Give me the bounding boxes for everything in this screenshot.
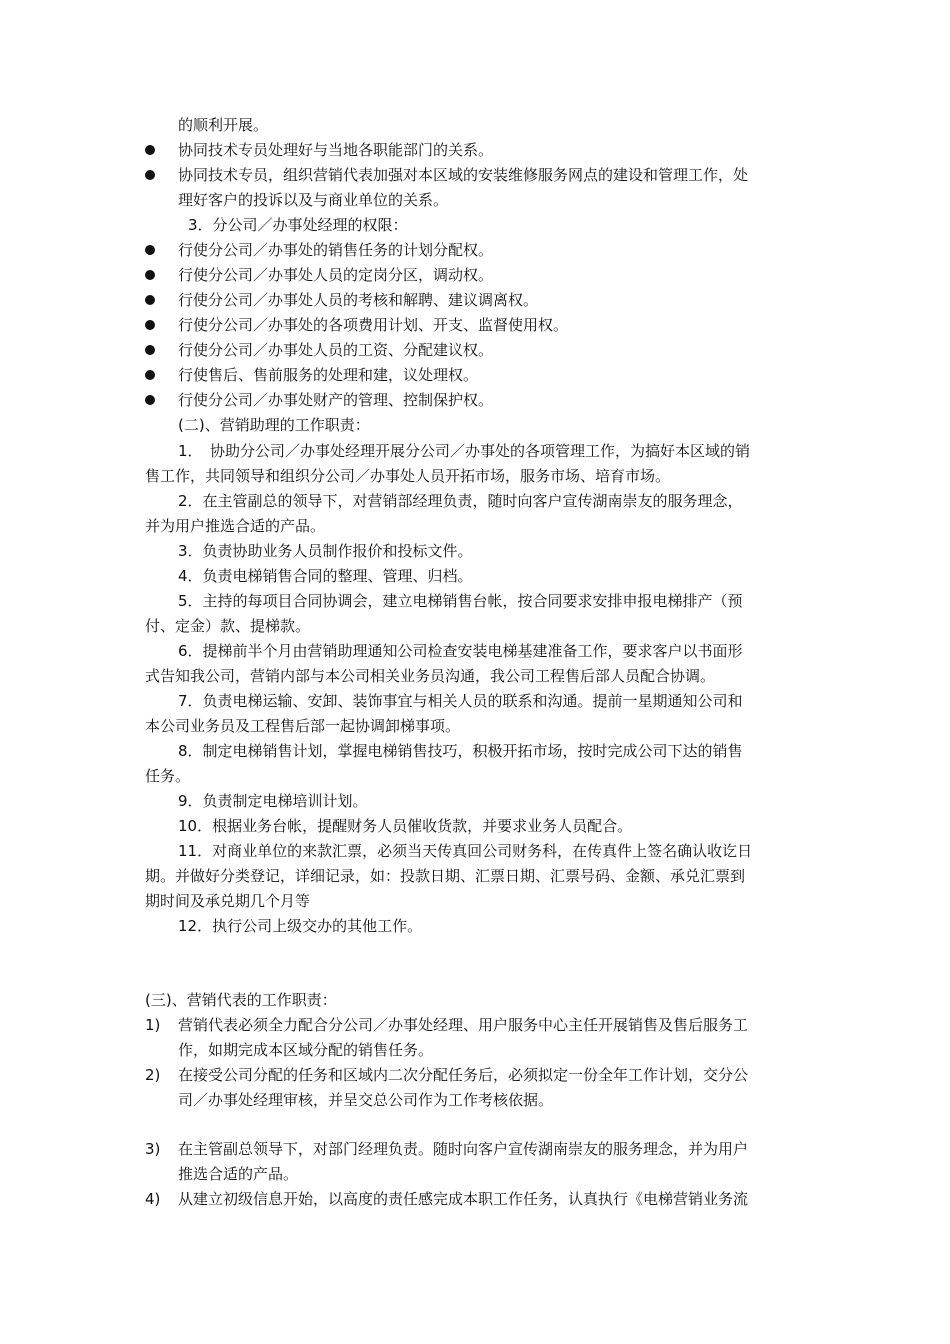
text-line: 行使分公司／办事处人员的考核和解聘、建议调离权。 [178,291,539,309]
text-line: 11．对商业单位的来款汇票，必须当天传真回公司财务科，在传真件上签名确认收讫日 [178,842,753,860]
text-line: 协同技术专员，组织营销代表加强对本区域的安装维修服务网点的建设和管理工作，处 [178,166,749,184]
list-marker: 3) [145,1140,161,1158]
text-line: 6．提梯前半个月由营销助理通知公司检查安装电梯基建准备工作，要求客户以书面形 [178,642,743,660]
bullet-icon [145,395,155,405]
text-line: 5．主持的每项目合同协调会，建立电梯销售台帐，按合同要求安排申报电梯排产（预 [178,592,743,610]
section-heading: 3．分公司／办事处经理的权限： [188,216,408,234]
text-line: 的顺利开展。 [178,116,269,134]
text-line: 营销代表必须全力配合分公司／办事处经理、用户服务中心主任开展销售及售后服务工 [178,1016,749,1034]
text-line: 4．负责电梯销售合同的整理、管理、归档。 [178,567,473,585]
bullet-icon [145,170,155,180]
text-line: 期时间及承兑期几个月等 [145,892,311,910]
bullet-icon [145,245,155,255]
bullet-icon [145,145,155,155]
list-marker: 4) [145,1190,161,1208]
list-marker: 2) [145,1066,161,1084]
text-line: 期。并做好分类登记，详细记录，如：投款日期、汇票日期、汇票号码、金额、承兑汇票到 [145,867,746,885]
bullet-icon [145,270,155,280]
text-line: 2．在主管副总的领导下，对营销部经理负责，随时向客户宣传湖南崇友的服务理念， [178,492,743,510]
text-line: 行使分公司／办事处人员的定岗分区，调动权。 [178,266,494,284]
text-line: 售工作，共同领导和组织分公司／办事处人员开拓市场，服务市场、培育市场。 [145,467,671,485]
text-line: 1． 协助分公司／办事处经理开展分公司／办事处的各项管理工作，为搞好本区域的销 [178,442,751,460]
text-line: 理好客户的投诉以及与商业单位的关系。 [178,191,449,209]
text-line: 行使分公司／办事处人员的工资、分配建议权。 [178,341,494,359]
list-marker: 1) [145,1016,161,1034]
section-heading: (二)、营销助理的工作职责： [178,416,370,434]
text-line: 行使分公司／办事处财产的管理、控制保护权。 [178,391,494,409]
bullet-icon [145,295,155,305]
text-line: 3．负责协助业务人员制作报价和投标文件。 [178,542,473,560]
text-line: 付、定金）款、提梯款。 [145,617,311,635]
bullet-icon [145,320,155,330]
text-line: 9．负责制定电梯培训计划。 [178,792,368,810]
text-line: 从建立初级信息开始，以高度的责任感完成本职工作任务，认真执行《电梯营销业务流 [178,1190,749,1208]
text-line: 协同技术专员处理好与当地各职能部门的关系。 [178,141,494,159]
text-line: 8．制定电梯销售计划，掌握电梯销售技巧，积极开拓市场，按时完成公司下达的销售 [178,742,743,760]
section-heading: (三)、营销代表的工作职责： [145,991,337,1009]
text-line: 行使分公司／办事处的销售任务的计划分配权。 [178,241,494,259]
bullet-icon [145,345,155,355]
text-line: 12．执行公司上级交办的其他工作。 [178,917,423,935]
text-line: 司／办事处经理审核，并呈交总公司作为工作考核依据。 [178,1091,554,1109]
text-line: 在主管副总领导下，对部门经理负责。随时向客户宣传湖南崇友的服务理念，并为用户 [178,1140,749,1158]
text-line: 任务。 [145,767,191,785]
text-line: 行使分公司／办事处的各项费用计划、开支、监督使用权。 [178,316,569,334]
text-line: 作，如期完成本区域分配的销售任务。 [178,1041,434,1059]
bullet-icon [145,370,155,380]
text-line: 式告知我公司，营销内部与本公司相关业务员沟通，我公司工程售后部人员配合协调。 [145,667,716,685]
text-line: 10．根据业务台帐，提醒财务人员催收货款，并要求业务人员配合。 [178,817,633,835]
text-line: 行使售后、售前服务的处理和建，议处理权。 [178,366,479,384]
text-line: 本公司业务员及工程售后部一起协调卸梯事项。 [145,717,461,735]
text-line: 在接受公司分配的任务和区域内二次分配任务后，必须拟定一份全年工作计划，交分公 [178,1066,749,1084]
text-line: 并为用户推选合适的产品。 [145,517,326,535]
text-line: 推选合适的产品。 [178,1165,299,1183]
text-line: 7．负责电梯运输、安卸、装饰事宜与相关人员的联系和沟通。提前一星期通知公司和 [178,692,743,710]
